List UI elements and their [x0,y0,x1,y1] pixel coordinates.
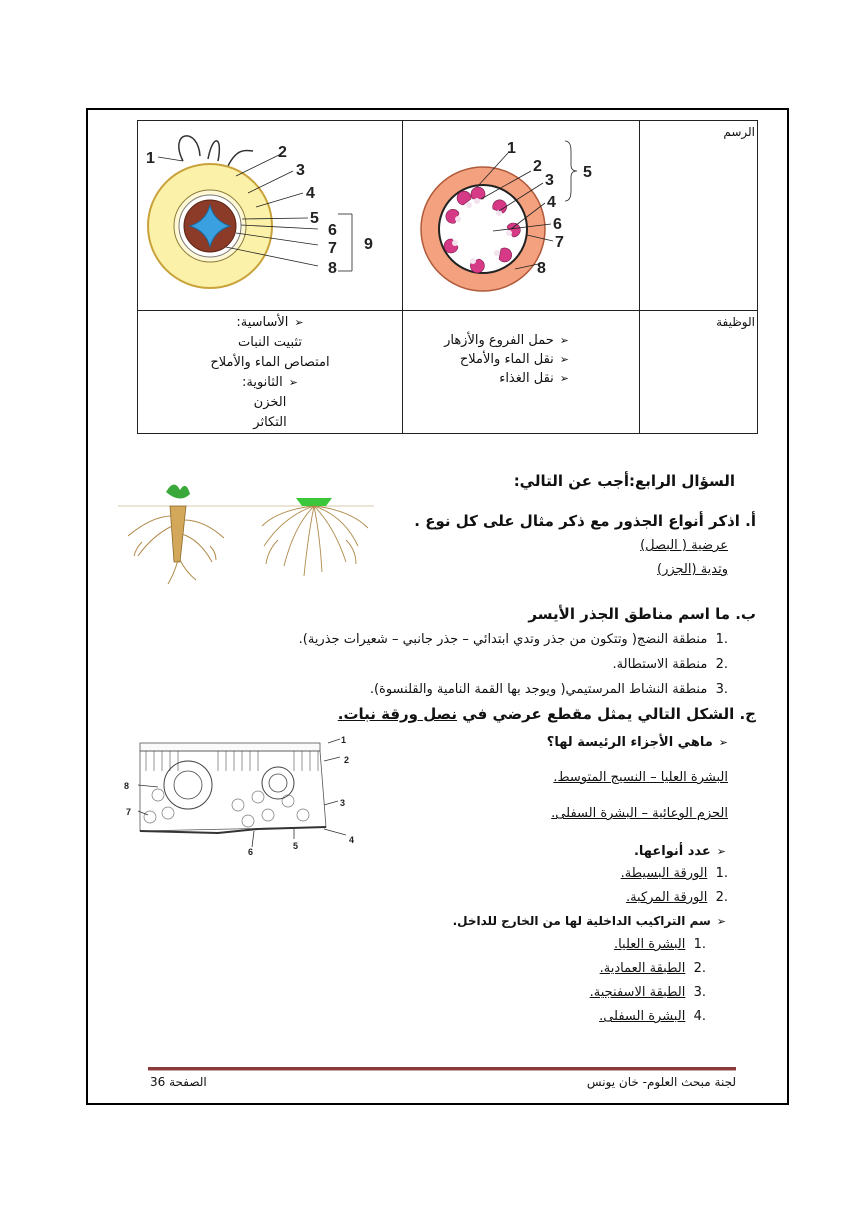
question-b: ب. ما اسم مناطق الجذر الأيسر [528,605,756,623]
root-label-4: 4 [306,185,315,202]
function-row-label: الوظيفة [640,311,758,434]
root-label-7: 7 [328,240,337,257]
check-arrow-icon: ➢ [559,353,569,366]
leaf-label-1: 1 [341,735,347,745]
leaf-label-2: 2 [344,755,350,765]
stem-label-1: 1 [507,140,516,157]
stem-function-item: ➢نقل الماء والأملاح [459,352,569,367]
check-arrow-icon: ➢ [294,316,304,329]
root-primary-item: تثبيت النبات [238,335,302,350]
stem-function-cell [403,311,640,434]
root-primary-heading: ➢الأساسية: [236,315,304,330]
stem-cross-section-diagram [403,121,639,307]
leaf-label-8: 8 [124,781,130,791]
page-number: الصفحة 36 [150,1075,207,1089]
root-stem-table [137,120,758,434]
question-c: ج. الشكل التالي يمثل مقطع عرضي في نصل ورقة نبات. [337,705,756,723]
structure-item: .4 البشرة السفلى. [599,1009,706,1024]
regions-list-item: .1 منطقة النضج( وتتكون من جذر وتدي ابتدائي – جذر جانبي – شعيرات جذرية). [298,632,728,647]
question-four-title: السؤال الرابع:أجب عن التالي: [513,472,735,490]
regions-list-item: .2 منطقة الاستطالة. [612,657,728,672]
root-secondary-heading: ➢الثانوية: [242,375,298,390]
question-a: أ. اذكر أنواع الجذور مع ذكر مثال على كل نوع . [414,512,756,530]
root-label-5: 5 [310,210,319,227]
check-arrow-icon: ➢ [559,372,569,385]
structure-item: .3 الطبقة الاسفنجية. [589,985,706,1000]
root-primary-item: امتصاص الماء والأملاح [210,355,330,370]
leaf-type-item: .1 الورقة البسيطة. [620,866,728,881]
regions-list-item: .3 منطقة النشاط المرستيمي( ويوجد بها القمة النامية والقلنسوة). [369,682,728,697]
stem-label-5: 5 [583,164,592,181]
check-arrow-icon: ➢ [559,334,569,347]
structure-item: .1 البشرة العليا. [613,937,706,952]
leaf-label-5: 5 [293,841,299,851]
sub-question-types: ➢عدد أنواعها. [633,844,726,859]
stem-function-item: ➢حمل الفروع والأزهار [444,333,569,348]
sub-question-structures: ➢سم التراكيب الداخلية لها من الخارج للداخل. [452,914,726,928]
check-arrow-icon: ➢ [716,845,726,858]
leaf-type-item: .2 الورقة المركبة. [625,890,728,905]
stem-function-item: ➢نقل الغذاء [499,371,569,386]
root-cross-section-diagram [138,121,400,307]
check-arrow-icon: ➢ [718,736,728,749]
root-function-cell [138,311,403,434]
root-secondary-item: الخزن [253,395,287,410]
drawing-row-label: الرسم [640,121,758,311]
footer-divider [148,1067,736,1071]
taproot-carrot-drawing [128,484,224,584]
sub-question-parts: ➢ماهي الأجزاء الرئيسة لها؟ [546,735,728,750]
leaf-label-7: 7 [126,807,132,817]
root-label-6: 6 [328,222,337,239]
stem-label-6: 6 [553,216,562,233]
stem-label-4: 4 [547,194,556,211]
stem-label-2: 2 [533,158,542,175]
root-label-2: 2 [278,144,287,161]
root-label-3: 3 [296,162,305,179]
footer-committee: لجنة مبحث العلوم- خان يونس [586,1075,736,1089]
root-secondary-item: التكاثر [253,415,287,430]
check-arrow-icon: ➢ [288,376,298,389]
stem-label-8: 8 [537,260,546,277]
parts-answer-line: البشرة العليا – النسيج المتوسط. [553,770,728,785]
answer-a-line [428,562,728,577]
leaf-label-4: 4 [349,835,355,845]
fibrous-root-drawing [262,498,368,576]
leaf-label-3: 3 [340,798,346,808]
stem-label-3: 3 [545,172,554,189]
root-label-1: 1 [146,150,155,167]
answer-a-item: عرضية ( البصل) [640,538,728,553]
root-label-8: 8 [328,260,337,277]
parts-answer-line: الحزم الوعائية – البشرة السفلى. [551,806,728,821]
leaf-cross-section-diagram [118,735,363,857]
stem-drawing-cell [403,121,640,311]
root-label-9: 9 [364,236,373,253]
answer-a-item: وتدية (الجزر) [657,562,728,577]
answer-a-line [428,538,728,553]
stem-label-7: 7 [555,234,564,251]
structure-item: .2 الطبقة العمادية. [599,961,706,976]
root-types-illustration [118,480,374,590]
check-arrow-icon: ➢ [716,915,726,928]
root-drawing-cell [138,121,403,311]
leaf-label-6: 6 [248,847,254,857]
